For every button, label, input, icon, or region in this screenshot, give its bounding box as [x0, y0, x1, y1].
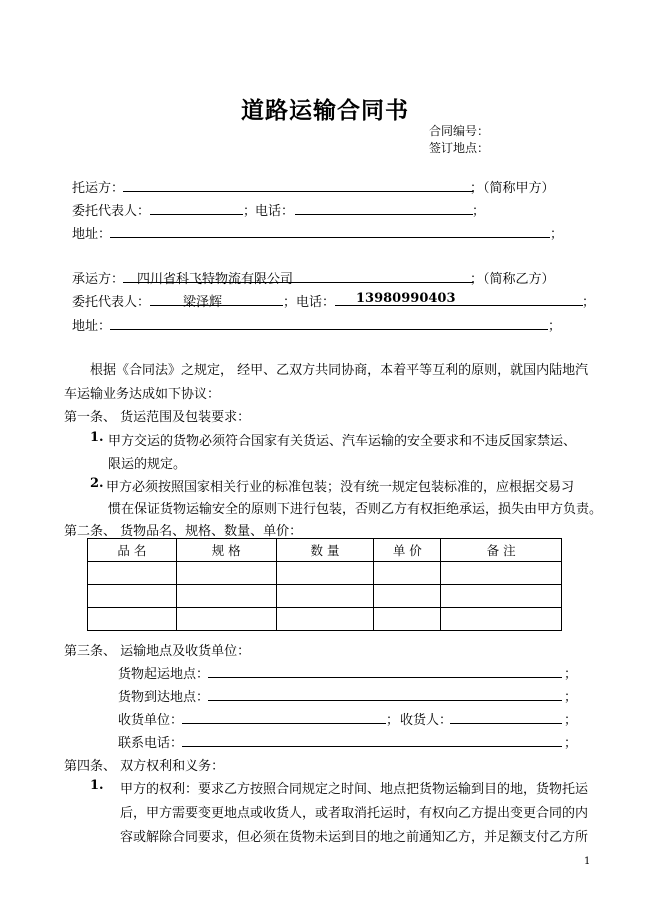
table-cell [88, 562, 177, 585]
receiver-unit-line [182, 723, 386, 724]
destination-line [208, 700, 562, 701]
article-1-item-2-number: 2. [90, 476, 104, 491]
article-1-item-1-number: 1. [90, 430, 104, 445]
intro-line-1: 根据《合同法》之规定， 经甲、乙双方共同协商，本着平等互利的原则，就国内陆地汽 [90, 363, 589, 378]
table-cell [276, 608, 374, 631]
table-cell [374, 608, 441, 631]
shipper-name-line [123, 191, 473, 192]
receiver-line [450, 723, 562, 724]
table-cell [88, 608, 177, 631]
shipper-phone-end: ； [472, 204, 486, 219]
table-row [88, 585, 562, 608]
article-3-heading: 第三条、 运输地点及收货单位： [64, 644, 251, 659]
carrier-phone-value: 13980990403 [356, 291, 456, 306]
carrier-phone-end: ； [582, 295, 596, 310]
article-1-item-2-line-1: 甲方必须按照国家相关行业的标准包装；没有统一规定包装标准的，应根据交易习 [106, 480, 575, 495]
goods-table-header [88, 539, 562, 562]
shipper-agent-line [150, 214, 243, 215]
column-header: 品 名 [88, 539, 177, 562]
table-row [88, 608, 562, 631]
sign-place-label: 签订地点： [429, 141, 490, 155]
contact-phone-line [182, 746, 562, 747]
column-header: 备 注 [441, 539, 562, 562]
carrier-label: 承运方： [72, 272, 125, 287]
carrier-agent-label: 委托代表人： [72, 295, 151, 310]
table-cell [276, 585, 374, 608]
carrier-suffix: ；（简称乙方） [470, 272, 555, 287]
table-row [88, 562, 562, 585]
carrier-address-line [110, 329, 548, 330]
table-cell [441, 608, 562, 631]
contact-phone-end: ； [564, 736, 578, 751]
table-cell [88, 585, 177, 608]
table-cell [441, 562, 562, 585]
shipper-address-line [110, 237, 550, 238]
carrier-phone-label: 电话： [296, 295, 336, 310]
article-1-item-1-line-2: 限运的规定。 [108, 457, 187, 472]
column-header: 单 价 [374, 539, 441, 562]
article-4-item-1-number: 1. [90, 778, 104, 793]
article-1-item-2-line-2: 惯在保证货物运输安全的原则下进行包装，否则乙方有权拒绝承运，损失由甲方负责。 [108, 502, 603, 517]
shipper-address-label: 地址： [72, 227, 112, 242]
destination-end: ； [564, 690, 578, 705]
shipper-phone-line [295, 214, 473, 215]
table-cell [276, 562, 374, 585]
shipper-address-end: ； [550, 227, 564, 242]
article-1-item-1-line-1: 甲方交运的货物必须符合国家有关货运、汽车运输的安全要求和不违反国家禁运、 [108, 434, 577, 449]
receiver-unit-end: ； [386, 713, 400, 728]
shipper-suffix: ；（简称甲方） [470, 181, 555, 196]
article-4-item-1-line-2: 后，甲方需要变更地点或收货人，或者取消托运时，有权向乙方提出变更合同的内 [120, 806, 589, 821]
origin-label: 货物起运地点： [118, 667, 210, 682]
origin-line [208, 677, 562, 678]
article-2-heading: 第二条、 货物品名、规格、数量、单价： [64, 524, 303, 539]
carrier-address-label: 地址： [72, 319, 112, 334]
table-cell [374, 562, 441, 585]
intro-line-2: 车运输业务达成如下协议： [64, 387, 221, 402]
contract-number-label: 合同编号： [429, 124, 490, 138]
carrier-agent-sep: ； [283, 295, 297, 310]
goods-table [87, 538, 562, 631]
shipper-agent-label: 委托代表人： [72, 204, 151, 219]
destination-label: 货物到达地点： [118, 690, 210, 705]
table-cell [176, 608, 276, 631]
carrier-address-end: ； [548, 319, 562, 334]
article-4-item-1-line-1: 甲方的权利：要求乙方按照合同规定之时间、地点把货物运输到目的地，货物托运 [120, 782, 589, 797]
table-cell [374, 585, 441, 608]
receiver-label: 收货人： [400, 713, 453, 728]
carrier-name: 四川省科飞特物流有限公司 [137, 272, 294, 287]
receiver-end: ； [564, 713, 578, 728]
receiver-unit-label: 收货单位： [118, 713, 184, 728]
page-number: 1 [584, 856, 591, 867]
origin-end: ； [564, 667, 578, 682]
shipper-label: 托运方： [72, 181, 125, 196]
table-cell [176, 562, 276, 585]
carrier-agent-name: 梁泽辉 [183, 295, 223, 310]
table-cell [176, 585, 276, 608]
column-header: 规 格 [176, 539, 276, 562]
table-cell [441, 585, 562, 608]
document-title: 道路运输合同书 [241, 98, 409, 124]
article-4-item-1-line-3: 容或解除合同要求，但必须在货物未运到目的地之前通知乙方，并足额支付乙方所 [120, 830, 589, 845]
contact-phone-label: 联系电话： [118, 736, 184, 751]
article-1-heading: 第一条、 货运范围及包装要求： [64, 410, 251, 425]
column-header: 数 量 [276, 539, 374, 562]
article-4-heading: 第四条、 双方权利和义务： [64, 759, 225, 774]
shipper-agent-sep: ； [243, 204, 257, 219]
shipper-phone-label: 电话： [255, 204, 295, 219]
